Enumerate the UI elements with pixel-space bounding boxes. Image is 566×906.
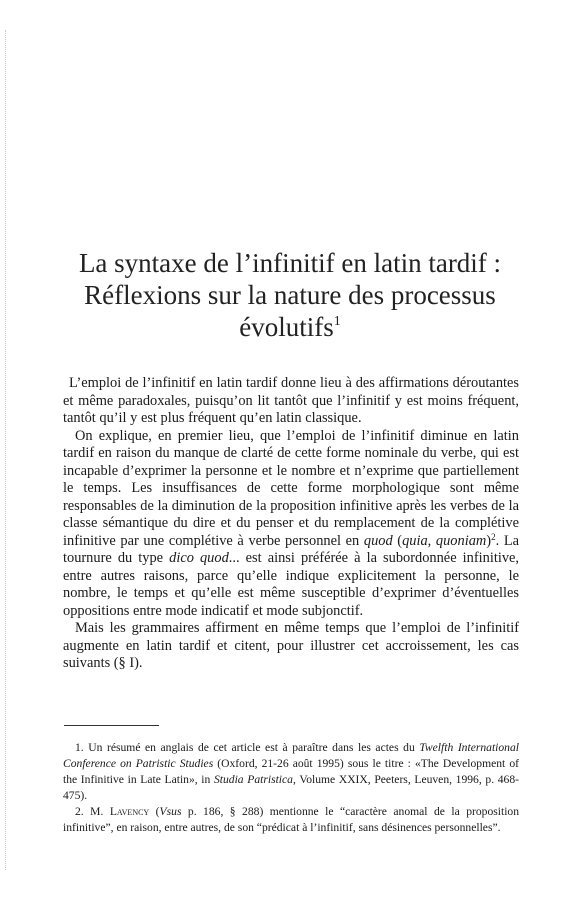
paragraph-2 — [63, 428, 519, 621]
footnote-1-conference: Twelfth International Conference on Patristic Studies — [63, 741, 520, 770]
footnote-1-text-c: , Volume XXIX, Peeters, Leuven, 1996, p. 468-475). — [63, 773, 519, 802]
footnote-1-text-a: 1. Un résumé en anglais de cet article est à paraître dans les actes du — [75, 741, 420, 754]
title-footnote-ref: 1 — [333, 314, 341, 329]
term-dico-quod: dico quod — [169, 550, 229, 566]
paragraph-1: L’emploi de l’infinitif en latin tardif donne lieu à des affirmations déroutantes et même paradoxales, puisqu’on lit tantôt que l’infinitif y est moins fréquent, tantôt qu’il y est plus fréquent qu’en latin classique. — [63, 375, 519, 426]
title-line-3-text: évolutifs — [239, 312, 334, 342]
title-line-1: La syntaxe de l’infinitif en latin tardif : — [78, 248, 502, 278]
body-text — [63, 375, 519, 673]
paren-close: ) — [486, 532, 492, 549]
footnote-1-text-b: (Oxford, 21-26 août 1995) sous le titre : «The Development of the Infinitive in Late Latin», in — [63, 757, 519, 786]
term-quia-quoniam: quia, quoniam — [402, 532, 487, 549]
scan-edge-line — [5, 30, 6, 870]
footnote-2-text-a: 2. M. — [75, 805, 110, 818]
footnote-1-journal: Studia Patristica — [213, 773, 293, 786]
paragraph-2-text-c: ... est ainsi préférée à la subordonnée infinitive, entre autres raisons, parce qu’elle indique explicitement la personne, le nombre, le temps et qu’elle est même susceptible d’exprimer d’éventuelles oppositions entre mode indicatif et mode subjonctif. — [63, 550, 520, 619]
paragraph-2-text-a: On explique, en premier lieu, que l’emploi de l’infinitif diminue en latin tardif en raison du manque de clarté de cette forme nominale du verbe, qui est incapable d’exprimer la personne et le nombre et n’exprime que partiellement le temps. Les insuffisances de cette forme morphologique sont même responsables de la diminution de la proposition infinitive après les verbes de la classe sémantique du dire et du penser et du remplacement de la complétive infinitive par une complétive à verbe personnel en — [63, 427, 519, 549]
footnote-2 — [63, 804, 519, 836]
footnote-1 — [63, 740, 519, 804]
footnote-2-text-c: p. 186, § 288) mentionne le “caractère anomal de la proposition infinitive”, en raison, entre autres, de son “prédicat à l’infinitif, sans désinences personnelles”. — [63, 805, 520, 834]
paragraph-3: Mais les grammaires affirment en même temps que l’emploi de l’infinitif augmente en latin tardif et citent, pour illustrer cet accroissement, les cas suivants (§ I). — [63, 620, 519, 671]
body-footnote-ref: 2 — [491, 531, 496, 542]
article-title — [70, 247, 510, 343]
paren-open: ( — [392, 532, 403, 549]
title-line-3 — [70, 311, 510, 343]
footnotes — [63, 740, 519, 836]
paragraph-2-text-b: . La tournure du type — [63, 532, 520, 566]
footnote-separator — [64, 725, 159, 726]
footnote-2-vsus: Vsus — [159, 805, 182, 818]
term-quod: quod — [363, 532, 393, 549]
footnote-2-author: Lavency — [109, 805, 150, 818]
footnote-2-text-b: ( — [149, 805, 160, 818]
title-line-2: Réflexions sur la nature des processus — [84, 280, 496, 310]
